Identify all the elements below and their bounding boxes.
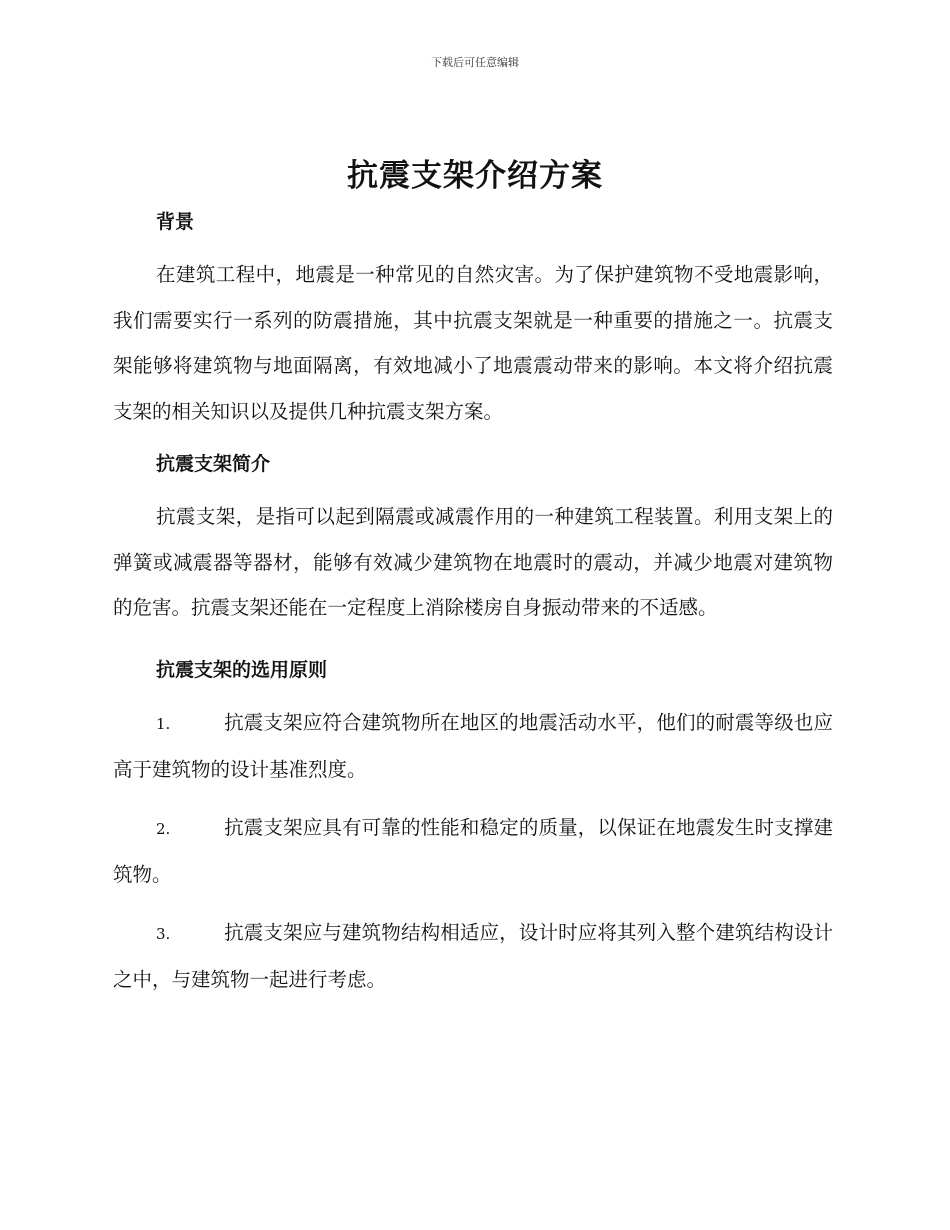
list-item [113,700,833,793]
section-heading-intro: 抗震支架简介 [156,453,271,475]
list-number: 2. [156,819,171,838]
document-body [113,205,833,1003]
list-item-text: 抗震支架应与建筑物结构相适应，设计时应将其列入整个建筑结构设计之中，与建筑物一起进行考虑。 [113,920,833,991]
list-number: 3. [156,924,171,943]
list-number: 1. [156,714,171,733]
document-title: 抗震支架介绍方案 [347,158,603,194]
page-header-note: 下载后可任意编辑 [431,56,519,69]
list-item-text: 抗震支架应符合建筑物所在地区的地震活动水平，他们的耐震等级也应高于建筑物的设计基准烈度。 [113,710,833,781]
list-item [113,910,833,1003]
paragraph-background: 在建筑工程中，地震是一种常见的自然灾害。为了保护建筑物不受地震影响，我们需要实行一系列的防震措施，其中抗震支架就是一种重要的措施之一。抗震支架能够将建筑物与地面隔离，有效地减小了地震震动带来的影响。本文将介绍抗震支架的相关知识以及提供几种抗震支架方案。 [113,263,833,423]
section-heading-background: 背景 [156,211,195,233]
section-heading-principles: 抗震支架的选用原则 [156,658,328,681]
list-item-text: 抗震支架应具有可靠的性能和稳定的质量，以保证在地震发生时支撑建筑物。 [113,815,833,886]
paragraph-intro: 抗震支架，是指可以起到隔震或减震作用的一种建筑工程装置。利用支架上的弹簧或减震器等器材，能够有效减少建筑物在地震时的震动，并减少地震对建筑物的危害。抗震支架还能在一定程度上消除楼房自身振动带来的不适感。 [113,505,833,619]
list-item [113,805,833,898]
